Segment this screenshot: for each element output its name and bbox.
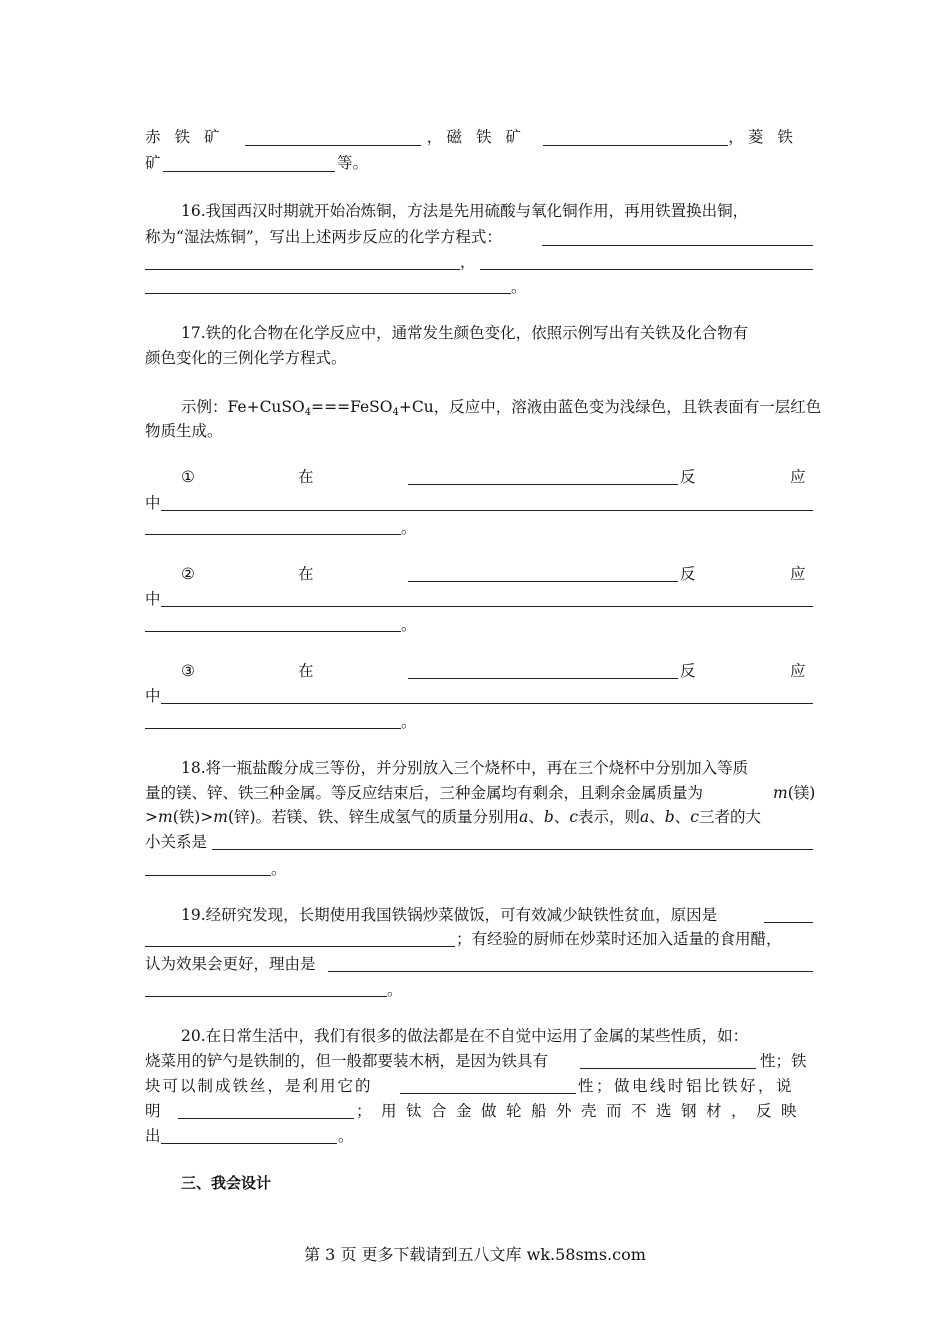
period: 。	[511, 278, 527, 296]
q17-line2: 颜色变化的三例化学方程式。	[145, 349, 347, 367]
q20-line4-a: 明	[145, 1102, 161, 1120]
q18-text: (锌)。若镁、铁、锌生成氢气的质量分别用	[228, 808, 520, 826]
answer-blank-q16-b[interactable]	[145, 269, 460, 270]
comma: ，	[728, 128, 744, 146]
q18-text: (镁)	[787, 784, 816, 802]
q18-text: (铁)>	[172, 808, 214, 826]
answer-blank-hematite[interactable]	[245, 145, 421, 146]
q19-line3: 认为效果会更好，理由是	[145, 955, 316, 973]
answer-blank-q19-b[interactable]	[145, 946, 455, 947]
q18-text: 、	[553, 808, 570, 826]
q17-example-line2: 物质生成。	[145, 422, 223, 440]
q17-example	[181, 396, 821, 418]
q19-line2-tail: ；有经验的厨师在炒菜时还加入适量的食用醋，	[456, 930, 782, 948]
item-1-marker: ①	[181, 468, 195, 486]
q18-line2: 量的镁、锌、铁三种金属。等反应结束后，三种金属均有剩余，且剩余金属质量为	[145, 784, 704, 802]
q20-line3-b: 性；做电线时铝比铁好，说	[578, 1077, 795, 1095]
q18-text: >	[145, 808, 158, 826]
siderite-label-end: 矿	[145, 154, 161, 172]
answer-blank-q19-d[interactable]	[145, 996, 387, 997]
variable-a: a	[519, 808, 529, 826]
period: 。	[271, 860, 287, 878]
subscript: 4	[392, 407, 399, 418]
item-3-ying: 应	[790, 662, 806, 680]
siderite-label: 菱铁	[747, 128, 807, 146]
q18-text: 三者的大	[698, 808, 761, 826]
answer-blank-q20-a[interactable]	[580, 1068, 756, 1069]
variable-m: m	[773, 784, 788, 802]
answer-blank-item-3-end[interactable]	[145, 728, 401, 729]
answer-blank-item-1-equation[interactable]	[161, 510, 813, 511]
item-1-ying: 应	[790, 468, 806, 486]
q20-line5-a: 出	[145, 1127, 161, 1145]
answer-blank-item-1-condition[interactable]	[408, 484, 678, 485]
section-title: 三、我会设计	[181, 1174, 272, 1192]
q18-text: 表示，则	[578, 808, 641, 826]
answer-blank-q19-c[interactable]	[328, 971, 813, 972]
answer-blank-q18-a[interactable]	[212, 849, 813, 850]
answer-blank-item-1-end[interactable]	[145, 534, 401, 535]
variable-c: c	[690, 808, 699, 826]
comma: ，	[460, 253, 476, 271]
answer-blank-item-2-end[interactable]	[145, 631, 401, 632]
item-2-marker: ②	[181, 565, 195, 583]
variable-c: c	[569, 808, 579, 826]
item-2-ying: 应	[790, 565, 806, 583]
hematite-label: 赤铁矿	[145, 128, 234, 146]
q18-line3	[145, 806, 761, 828]
example-text: +Cu，反应中，溶液由蓝色变为浅绿色，且铁表面有一层红色	[398, 398, 822, 416]
answer-blank-q20-d[interactable]	[161, 1143, 337, 1144]
item-1-zhong: 中	[145, 494, 161, 512]
answer-blank-item-3-equation[interactable]	[161, 703, 813, 704]
answer-blank-q16-a[interactable]	[542, 245, 813, 246]
answer-blank-q16-d[interactable]	[145, 293, 511, 294]
q16-line2: 称为“湿法炼铜”，写出上述两步反应的化学方程式：	[145, 228, 502, 246]
variable-b: b	[664, 808, 675, 826]
item-3-zai: 在	[298, 662, 314, 680]
q20-line5-b: 。	[338, 1127, 354, 1145]
answer-blank-q18-b[interactable]	[145, 875, 271, 876]
variable-b: b	[543, 808, 554, 826]
example-text: 示例：Fe+CuSO	[181, 398, 305, 416]
item-2-zhong: 中	[145, 590, 161, 608]
example-text: ===FeSO	[311, 398, 393, 416]
q20-line3-a: 块可以制成铁丝，是利用它的	[145, 1077, 373, 1095]
q19-line1: 19.经研究发现，长期使用我国铁锅炒菜做饭，可有效减少缺铁性贫血，原因是	[181, 906, 718, 924]
answer-blank-magnetite[interactable]	[543, 145, 728, 146]
item-1-fan: 反	[680, 468, 696, 486]
comma: ，	[426, 128, 443, 146]
item-2-zai: 在	[298, 565, 314, 583]
period: 。	[387, 981, 403, 999]
item-2-fan: 反	[680, 565, 696, 583]
variable-m: m	[158, 808, 173, 826]
item-1-zai: 在	[298, 468, 314, 486]
q20-line2-b: 性；铁	[760, 1052, 807, 1070]
period: 。	[401, 616, 417, 634]
subscript: 4	[304, 407, 312, 418]
answer-blank-item-2-equation[interactable]	[161, 606, 813, 607]
answer-blank-q19-a[interactable]	[764, 922, 813, 923]
variable-a: a	[640, 808, 650, 826]
period: 。	[401, 713, 417, 731]
magnetite-label: 磁铁矿	[446, 128, 535, 146]
answer-blank-siderite[interactable]	[163, 171, 335, 172]
q18-line4: 小关系是	[145, 833, 208, 851]
q20-line4-b: ；用钛合金做轮船外壳而不选钢材，反映	[356, 1102, 807, 1120]
q18-text: 、	[528, 808, 544, 826]
answer-blank-item-3-condition[interactable]	[408, 678, 678, 679]
etc-text: 等。	[337, 154, 369, 172]
q17-line1: 17.铁的化合物在化学反应中，通常发生颜色变化，依照示例写出有关铁及化合物有	[181, 324, 749, 342]
period: 。	[401, 519, 417, 537]
answer-blank-q16-c[interactable]	[480, 269, 813, 270]
q20-line1: 20.在日常生活中，我们有很多的做法都是在不自觉中运用了金属的某些性质，如：	[181, 1027, 749, 1045]
q18-m-mg	[773, 782, 815, 804]
answer-blank-item-2-condition[interactable]	[408, 581, 678, 582]
answer-blank-q20-b[interactable]	[400, 1093, 576, 1094]
q18-text: 、	[649, 808, 665, 826]
item-3-zhong: 中	[145, 687, 161, 705]
q18-line1: 18.将一瓶盐酸分成三等份，并分别放入三个烧杯中，再在三个烧杯中分别加入等质	[181, 759, 749, 777]
q18-text: 、	[674, 808, 691, 826]
item-3-fan: 反	[680, 662, 696, 680]
variable-m: m	[213, 808, 228, 826]
page-footer: 第 3 页 更多下载请到五八文库 wk.58sms.com	[304, 1245, 646, 1264]
answer-blank-q20-c[interactable]	[178, 1118, 354, 1119]
q16-line1: 16.我国西汉时期就开始冶炼铜，方法是先用硫酸与氧化铜作用，再用铁置换出铜，	[181, 202, 749, 220]
q20-line2-a: 烧菜用的铲勺是铁制的，但一般都要装木柄，是因为铁具有	[145, 1052, 549, 1070]
item-3-marker: ③	[181, 662, 195, 680]
